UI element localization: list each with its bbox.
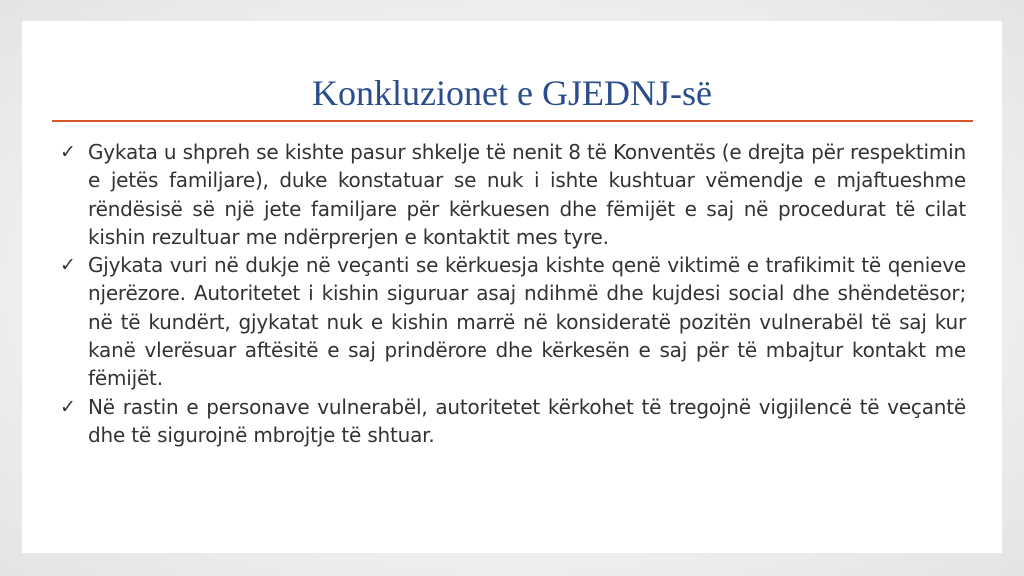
checkmark-icon: ✓ <box>60 141 76 163</box>
bullet-text: Gjykata vuri në dukje në veçanti se kërkuesja kishte qenë viktimë e trafikimit të qenieve njerëzore. Autoritetet i kishin siguruar asaj ndihmë dhe kujdesi social dhe shëndetësor; në të kundërt, gjykatat nuk e kishin marrë në konsideratë pozitën vulnerabël të saj kur kanë vlerësuar aftësitë e saj prindërore dhe kërkesën e saj për të mbajtur kontakt me fëmijët. <box>88 253 966 391</box>
list-item <box>60 251 966 392</box>
bullet-text: Në rastin e personave vulnerabël, autoritetet kërkohet të tregojnë vigjilencë të veçantë dhe të sigurojnë mbrojtje të shtuar. <box>88 394 966 447</box>
bullet-text: Gykata u shpreh se kishte pasur shkelje të nenit 8 të Konventës (e drejta për respektimin e jetës familjare), duke konstatuar se nuk i ishte kushtuar vëmendje e mjaftueshme rëndësisë së një jete familjare për kërkuesen dhe fëmijët e saj në procedurat të cilat kishin rezultuar me ndërprerjen e kontaktit mes tyre. <box>88 140 966 249</box>
slide <box>22 21 1002 553</box>
checkmark-icon: ✓ <box>60 254 76 277</box>
bullet-list <box>60 138 966 449</box>
list-item <box>60 138 966 251</box>
slide-title: Konkluzionet e GJEDNJ-së <box>312 73 712 113</box>
checkmark-icon: ✓ <box>60 395 76 418</box>
list-item <box>60 393 966 450</box>
title-divider <box>52 120 973 122</box>
